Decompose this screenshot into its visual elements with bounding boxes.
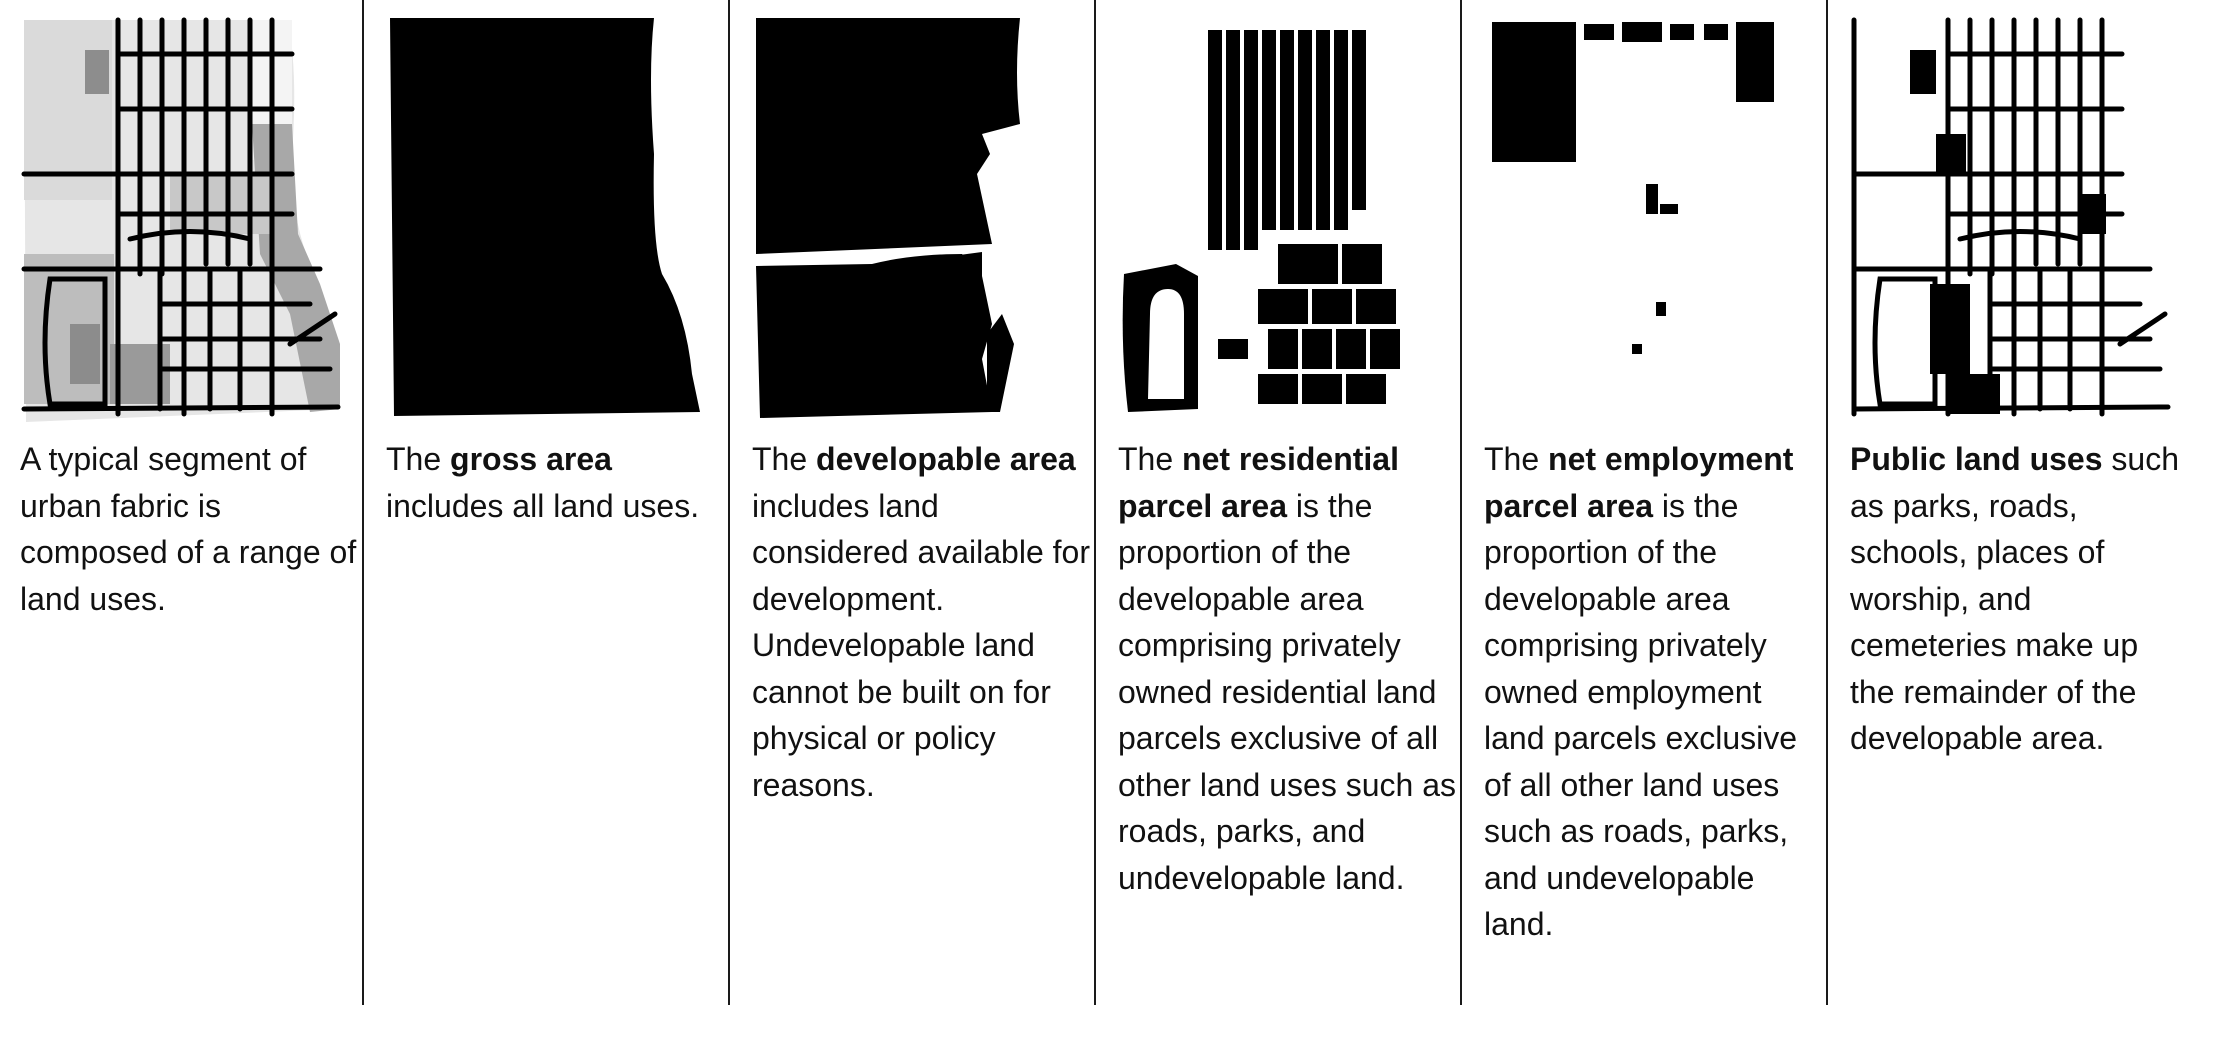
caption-text: such as parks, roads, schools, places of worship, and cemeteries make up the remainder of the developable area. xyxy=(1850,441,2179,756)
caption-bold: net residential parcel area xyxy=(1118,441,1399,524)
caption-typical-segment xyxy=(20,436,360,622)
caption-gross-area xyxy=(386,436,726,529)
caption-text: is the proportion of the developable area comprising privately owned residential land parcels exclusive of all other land uses such as roads, parks, and undevelopable land. xyxy=(1118,487,1456,896)
caption-text: includes land considered available for development. Undevelopable land cannot be built on for physical or policy reasons. xyxy=(752,487,1090,803)
divider-1 xyxy=(362,0,364,1005)
caption-developable-area xyxy=(752,436,1092,808)
caption-bold: net employment parcel area xyxy=(1484,441,1794,524)
net-employment-map xyxy=(1484,14,1824,426)
caption-bold: gross area xyxy=(450,441,612,477)
divider-5 xyxy=(1826,0,1828,1005)
net-residential-map xyxy=(1118,14,1458,426)
caption-net-residential xyxy=(1118,436,1458,901)
caption-net-employment xyxy=(1484,436,1824,948)
caption-prefix: The xyxy=(1118,441,1183,477)
urban-fabric-map xyxy=(20,14,360,426)
caption-bold: developable area xyxy=(816,441,1076,477)
developable-area-map-svg xyxy=(752,14,1092,426)
urban-fabric-map-svg xyxy=(20,14,360,426)
divider-2 xyxy=(728,0,730,1005)
caption-prefix: The xyxy=(752,441,817,477)
gross-area-map xyxy=(386,14,726,426)
caption-text: includes all land uses. xyxy=(386,487,700,524)
caption-public-land xyxy=(1850,436,2190,762)
divider-3 xyxy=(1094,0,1096,1005)
gross-area-map-svg xyxy=(386,14,726,426)
caption-text: is the proportion of the developable area comprising privately owned employment land parcels exclusive of all other land uses such as roads, parks, and undevelopable land. xyxy=(1484,487,1798,942)
developable-area-map xyxy=(752,14,1092,426)
caption-text: A typical segment of urban fabric is composed of a range of land uses. xyxy=(20,441,357,617)
net-employment-map-svg xyxy=(1484,14,1824,426)
public-land-map-svg xyxy=(1850,14,2190,426)
divider-4 xyxy=(1460,0,1462,1005)
caption-prefix: The xyxy=(386,441,451,477)
caption-prefix: The xyxy=(1484,441,1549,477)
net-residential-map-svg xyxy=(1118,14,1458,426)
caption-bold: Public land uses xyxy=(1850,441,2103,477)
public-land-map xyxy=(1850,14,2190,426)
